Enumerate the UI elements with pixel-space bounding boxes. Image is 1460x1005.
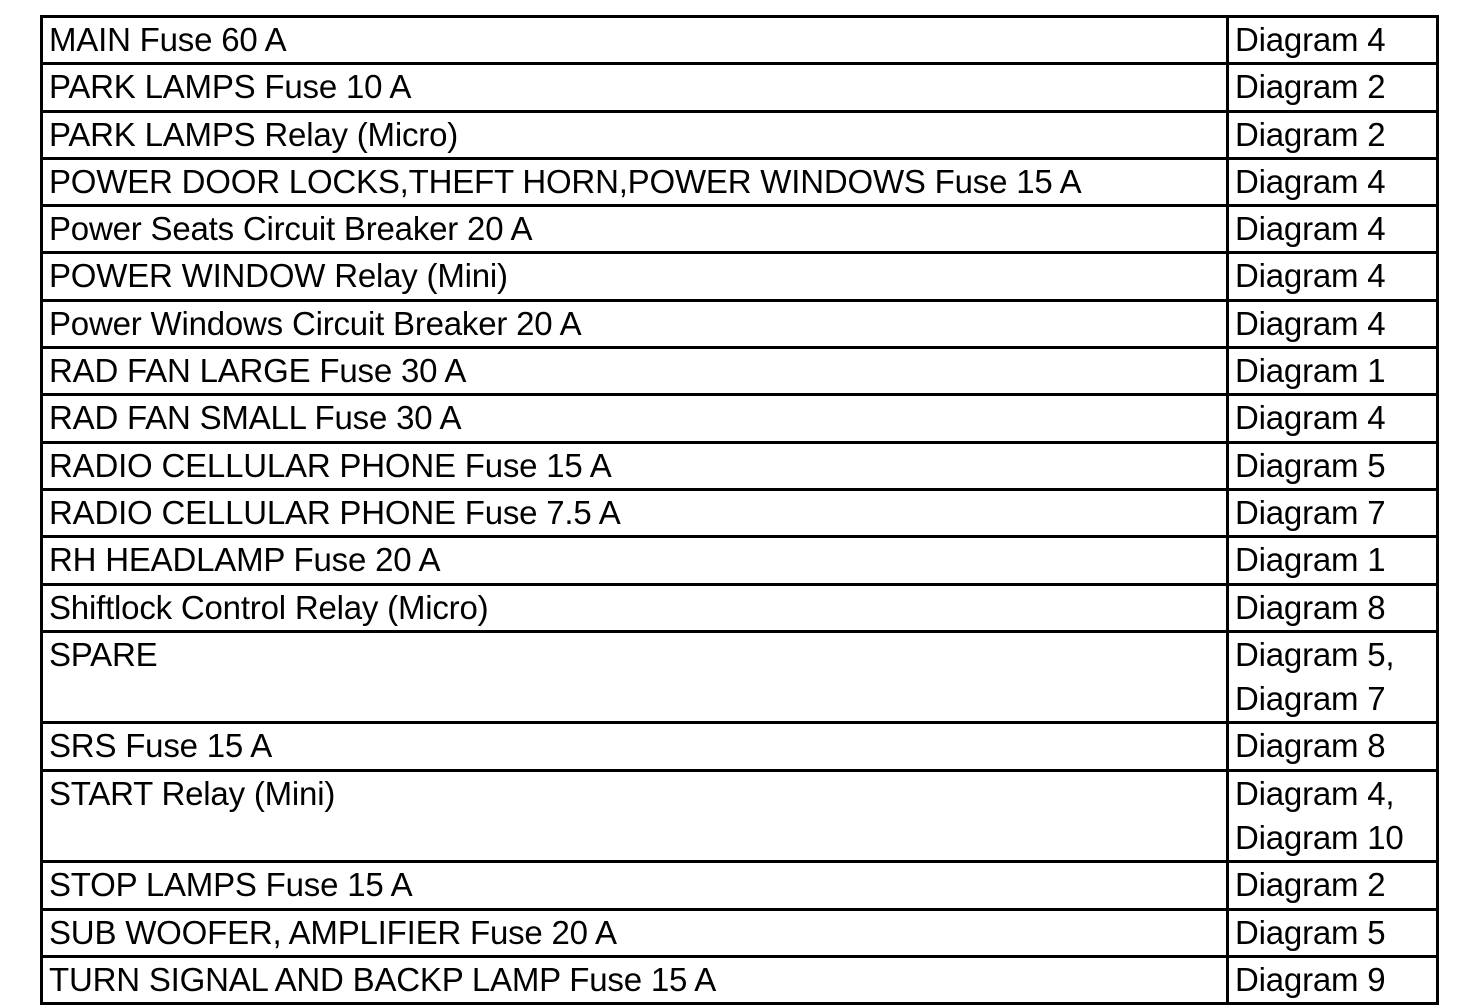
component-name-cell: RAD FAN SMALL Fuse 30 A: [42, 395, 1228, 442]
table-row: [42, 111, 1438, 158]
diagram-reference: Diagram 1: [1235, 352, 1386, 390]
diagram-reference-cell: [1228, 862, 1438, 909]
diagram-reference-cell: [1228, 348, 1438, 395]
diagram-reference: Diagram 5: [1235, 913, 1386, 951]
diagram-reference-cell: [1228, 956, 1438, 1003]
component-name-cell: Shiftlock Control Relay (Micro): [42, 584, 1228, 631]
component-name-cell: TURN SIGNAL AND BACKP LAMP Fuse 15 A: [42, 956, 1228, 1003]
component-name-cell: START Relay (Mini): [42, 770, 1228, 862]
diagram-reference-cell: [1228, 17, 1438, 64]
diagram-reference-cell: [1228, 631, 1438, 723]
component-name-cell: STOP LAMPS Fuse 15 A: [42, 862, 1228, 909]
diagram-reference-cell: [1228, 300, 1438, 347]
diagram-reference: Diagram 4,: [1235, 774, 1395, 812]
diagram-reference: Diagram 4: [1235, 304, 1386, 342]
diagram-reference-cell: [1228, 111, 1438, 158]
table-row: [42, 862, 1438, 909]
diagram-reference-cell: [1228, 158, 1438, 205]
component-name-cell: SPARE: [42, 631, 1228, 723]
table-row: [42, 631, 1438, 723]
diagram-reference: Diagram 5,: [1235, 635, 1395, 673]
table-row: [42, 909, 1438, 956]
table-row: [42, 584, 1438, 631]
table-row: [42, 64, 1438, 111]
diagram-reference: Diagram 4: [1235, 21, 1386, 58]
table-row: [42, 206, 1438, 253]
diagram-reference-cell: [1228, 395, 1438, 442]
table-row: [42, 253, 1438, 300]
component-index-table-wrapper: [40, 15, 1439, 1005]
table-row: [42, 300, 1438, 347]
diagram-reference: Diagram 1: [1235, 541, 1386, 579]
diagram-reference: Diagram 8: [1235, 727, 1386, 765]
component-name-cell: POWER DOOR LOCKS,THEFT HORN,POWER WINDOWS Fuse 15 A: [42, 158, 1228, 205]
diagram-reference: Diagram 4: [1235, 257, 1386, 295]
component-name-cell: POWER WINDOW Relay (Mini): [42, 253, 1228, 300]
component-index-table: [40, 15, 1439, 1005]
table-row: [42, 348, 1438, 395]
diagram-reference: Diagram 7: [1235, 493, 1386, 531]
table-row: [42, 395, 1438, 442]
component-name-cell: RADIO CELLULAR PHONE Fuse 15 A: [42, 442, 1228, 489]
diagram-reference: Diagram 4: [1235, 162, 1386, 200]
component-name-cell: PARK LAMPS Fuse 10 A: [42, 64, 1228, 111]
diagram-reference: Diagram 10: [1235, 819, 1404, 857]
component-name-cell: PARK LAMPS Relay (Micro): [42, 111, 1228, 158]
diagram-reference: Diagram 4: [1235, 210, 1386, 248]
diagram-reference-cell: [1228, 909, 1438, 956]
diagram-reference: Diagram 5: [1235, 446, 1386, 484]
diagram-reference-cell: [1228, 537, 1438, 584]
component-name-cell: Power Windows Circuit Breaker 20 A: [42, 300, 1228, 347]
diagram-reference-cell: [1228, 442, 1438, 489]
component-name-cell: Power Seats Circuit Breaker 20 A: [42, 206, 1228, 253]
diagram-reference: Diagram 7: [1235, 680, 1386, 718]
component-name-cell: RH HEADLAMP Fuse 20 A: [42, 537, 1228, 584]
component-name-cell: SRS Fuse 15 A: [42, 723, 1228, 770]
component-name-cell: RADIO CELLULAR PHONE Fuse 7.5 A: [42, 489, 1228, 536]
table-row: [42, 489, 1438, 536]
table-row: [42, 17, 1438, 64]
diagram-reference-cell: [1228, 64, 1438, 111]
table-row: [42, 442, 1438, 489]
table-row: [42, 158, 1438, 205]
diagram-reference: Diagram 2: [1235, 866, 1386, 904]
diagram-reference-cell: [1228, 723, 1438, 770]
component-name-cell: MAIN Fuse 60 A: [42, 17, 1228, 64]
table-row: [42, 956, 1438, 1003]
diagram-reference: Diagram 8: [1235, 588, 1386, 626]
table-body: [42, 17, 1438, 1004]
component-name-cell: SUB WOOFER, AMPLIFIER Fuse 20 A: [42, 909, 1228, 956]
diagram-reference: Diagram 2: [1235, 68, 1386, 106]
table-row: [42, 537, 1438, 584]
diagram-reference-cell: [1228, 206, 1438, 253]
diagram-reference-cell: [1228, 489, 1438, 536]
diagram-reference-cell: [1228, 584, 1438, 631]
component-name-cell: RAD FAN LARGE Fuse 30 A: [42, 348, 1228, 395]
table-row: [42, 723, 1438, 770]
table-row: [42, 770, 1438, 862]
diagram-reference-cell: [1228, 253, 1438, 300]
diagram-reference: Diagram 9: [1235, 960, 1386, 998]
diagram-reference: Diagram 4: [1235, 399, 1386, 437]
diagram-reference-cell: [1228, 770, 1438, 862]
diagram-reference: Diagram 2: [1235, 115, 1386, 153]
